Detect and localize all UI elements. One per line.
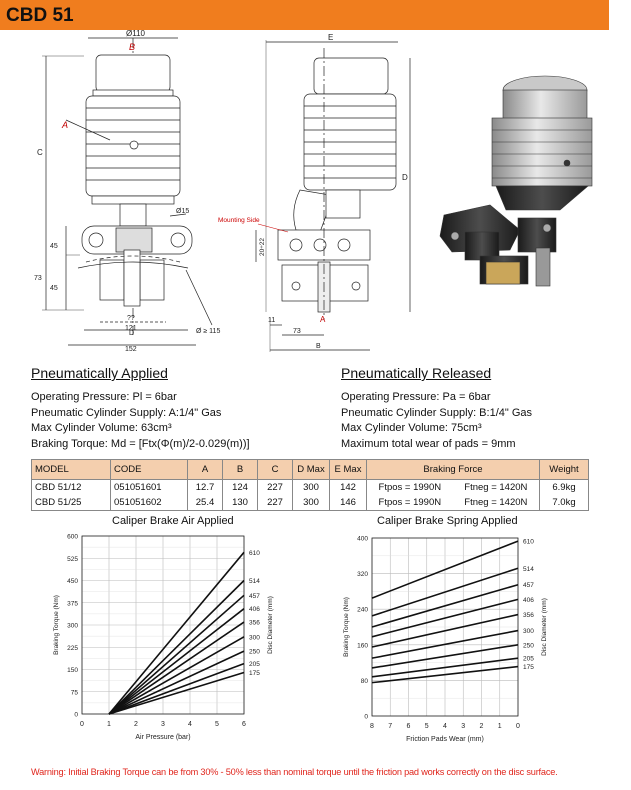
chart-air-applied <box>40 528 300 760</box>
page-title: CBD 51 <box>6 5 74 26</box>
series-label: 457 <box>249 592 260 600</box>
front-d15-label: Ø15 <box>176 208 190 215</box>
cell-d: 300 <box>293 495 330 511</box>
released-line: Pneumatic Cylinder Supply: B:1/4" Gas <box>341 406 532 419</box>
series-label: 356 <box>523 612 534 620</box>
cell-e: 146 <box>330 495 367 511</box>
series-line-457 <box>109 595 244 714</box>
x-tick-label: 4 <box>443 723 447 730</box>
cell-b: 130 <box>223 495 258 511</box>
side-view <box>256 40 410 352</box>
x-axis-title: Air Pressure (bar) <box>135 734 191 741</box>
front-45a-label: 45 <box>50 243 58 250</box>
cell-ftpos: Ftpos = 1990N <box>367 495 453 511</box>
front-b-label: B <box>129 42 136 52</box>
product-render <box>440 76 592 286</box>
front-d-label: D <box>129 330 135 337</box>
series-label: 356 <box>249 619 260 627</box>
cell-ftneg: Ftneg = 1420N <box>453 495 540 511</box>
spec-table <box>31 459 589 511</box>
released-title: Pneumatically Released <box>341 365 492 381</box>
y-tick-label: 375 <box>67 600 78 608</box>
y-tick-label: 400 <box>357 535 368 543</box>
front-qq-label: ?? <box>127 315 135 322</box>
front-a-label: A <box>62 120 69 130</box>
front-45b-label: 45 <box>50 285 58 292</box>
series-label: 514 <box>249 578 260 585</box>
x-tick-label: 3 <box>161 721 165 728</box>
applied-line: Max Cylinder Volume: 63cm³ <box>31 422 172 434</box>
series-label: 610 <box>523 538 534 546</box>
x-tick-label: 3 <box>461 723 466 730</box>
series-label: 175 <box>523 664 534 672</box>
series-label: 300 <box>249 634 260 642</box>
th-emax: E Max <box>330 460 367 480</box>
series-line-300 <box>109 637 244 714</box>
front-121-label: 121 <box>125 325 137 332</box>
front-view <box>42 38 212 345</box>
x-tick-label: 6 <box>242 721 246 728</box>
y-tick-label: 0 <box>74 711 78 719</box>
cell-c: 227 <box>258 495 293 511</box>
th-b: B <box>223 460 258 480</box>
side-e-label: E <box>328 33 334 42</box>
y-tick-label: 240 <box>357 606 368 614</box>
released-line: Operating Pressure: Pa = 6bar <box>341 391 491 403</box>
side-73-label: 73 <box>293 328 301 335</box>
th-a: A <box>188 460 223 480</box>
series-label: 175 <box>249 669 260 677</box>
chart1-title: Caliper Brake Air Applied <box>112 515 234 527</box>
x-tick-label: 1 <box>107 721 111 728</box>
table-row <box>32 480 589 496</box>
x-tick-label: 0 <box>80 721 84 728</box>
side-d-label: D <box>402 173 408 182</box>
series-line-610 <box>109 552 244 714</box>
y-tick-label: 0 <box>364 713 368 721</box>
x-tick-label: 1 <box>497 723 502 730</box>
y2-axis-title: Disc Diameter (mm) <box>267 596 274 654</box>
th-c: C <box>258 460 293 480</box>
side-a-label: A <box>320 315 326 324</box>
cell-model: CBD 51/25 <box>32 495 111 511</box>
series-label: 610 <box>249 549 260 557</box>
side-mounting-label: Mounting Side <box>218 217 260 224</box>
cell-code: 051051601 <box>111 480 188 496</box>
front-73-label: 73 <box>34 275 42 282</box>
y-tick-label: 450 <box>67 578 78 585</box>
chart-spring-applied <box>330 528 600 760</box>
applied-line: Braking Torque: Md = [Ftx(Φ(m)/2-0.029(m))] <box>31 437 250 450</box>
y-tick-label: 300 <box>67 622 78 630</box>
applied-title: Pneumatically Applied <box>31 365 168 381</box>
cell-weight: 7.0kg <box>540 495 589 511</box>
x-tick-label: 5 <box>424 723 429 730</box>
th-dmax: D Max <box>293 460 330 480</box>
y-tick-label: 80 <box>360 677 368 685</box>
applied-line: Pneumatic Cylinder Supply: A:1/4" Gas <box>31 406 222 419</box>
released-line: Maximum total wear of pads = 9mm <box>341 437 516 450</box>
y2-axis-title: Disc Diameter (mm) <box>541 598 548 656</box>
y-tick-label: 600 <box>67 533 78 541</box>
released-line: Max Cylinder Volume: 75cm³ <box>341 422 482 434</box>
x-tick-label: 6 <box>406 723 411 730</box>
y-axis-title: Braking Torque (Nm) <box>53 595 60 655</box>
technical-drawing <box>0 30 631 360</box>
series-label: 457 <box>523 582 534 590</box>
series-label: 406 <box>249 606 260 614</box>
front-152-label: 152 <box>125 346 137 353</box>
series-label: 205 <box>523 655 534 663</box>
table-header-row <box>32 460 589 480</box>
cell-a: 12.7 <box>188 480 223 496</box>
chart2-title: Caliper Brake Spring Applied <box>377 515 518 527</box>
cell-ftpos: Ftpos = 1990N <box>367 480 453 496</box>
y-axis-title: Braking Torque (Nm) <box>343 597 350 657</box>
front-dia115-label: Ø ≥ 115 <box>196 328 221 335</box>
x-tick-label: 5 <box>215 721 219 728</box>
x-tick-label: 8 <box>370 723 374 730</box>
series-label: 250 <box>523 642 534 650</box>
cell-b: 124 <box>223 480 258 496</box>
th-model: MODEL <box>32 460 111 480</box>
y-tick-label: 150 <box>67 667 78 674</box>
th-weight: Weight <box>540 460 589 480</box>
table-row <box>32 495 589 511</box>
side-b-label: B <box>316 343 321 350</box>
x-tick-label: 0 <box>516 723 520 730</box>
y-tick-label: 225 <box>67 644 78 652</box>
y-tick-label: 525 <box>67 555 78 563</box>
side-11-label: 11 <box>268 317 276 324</box>
series-label: 406 <box>523 596 534 604</box>
series-label: 250 <box>249 648 260 656</box>
y-tick-label: 320 <box>357 571 368 579</box>
front-c-label: C <box>37 148 43 157</box>
cell-ftneg: Ftneg = 1420N <box>453 480 540 496</box>
cell-a: 25.4 <box>188 495 223 511</box>
th-braking-force: Braking Force <box>367 460 540 480</box>
y-tick-label: 75 <box>70 689 78 697</box>
x-axis-title: Friction Pads Wear (mm) <box>406 736 484 743</box>
released-specs <box>341 390 532 452</box>
applied-specs <box>31 390 250 452</box>
header-bar <box>0 0 609 30</box>
cell-d: 300 <box>293 480 330 496</box>
warning-text: Warning: Initial Braking Torque can be from 30% - 50% less than nominal torque until the friction pad works correctly on the disc surface. <box>31 767 558 777</box>
series-label: 514 <box>523 565 534 573</box>
applied-line: Operating Pressure: Pl = 6bar <box>31 391 177 403</box>
cell-c: 227 <box>258 480 293 496</box>
series-label: 205 <box>249 661 260 669</box>
y-tick-label: 160 <box>357 642 368 650</box>
series-label: 300 <box>523 628 534 636</box>
th-code: CODE <box>111 460 188 480</box>
x-tick-label: 7 <box>388 723 393 730</box>
side-d20-label: 20÷22 <box>259 237 266 256</box>
cell-e: 142 <box>330 480 367 496</box>
x-tick-label: 4 <box>188 721 192 728</box>
series-line-356 <box>109 622 244 714</box>
x-tick-label: 2 <box>479 723 484 730</box>
x-tick-label: 2 <box>134 721 138 728</box>
cell-code: 051051602 <box>111 495 188 511</box>
cell-model: CBD 51/12 <box>32 480 111 496</box>
front-dia-label: Ø110 <box>126 30 145 38</box>
cell-weight: 6.9kg <box>540 480 589 496</box>
